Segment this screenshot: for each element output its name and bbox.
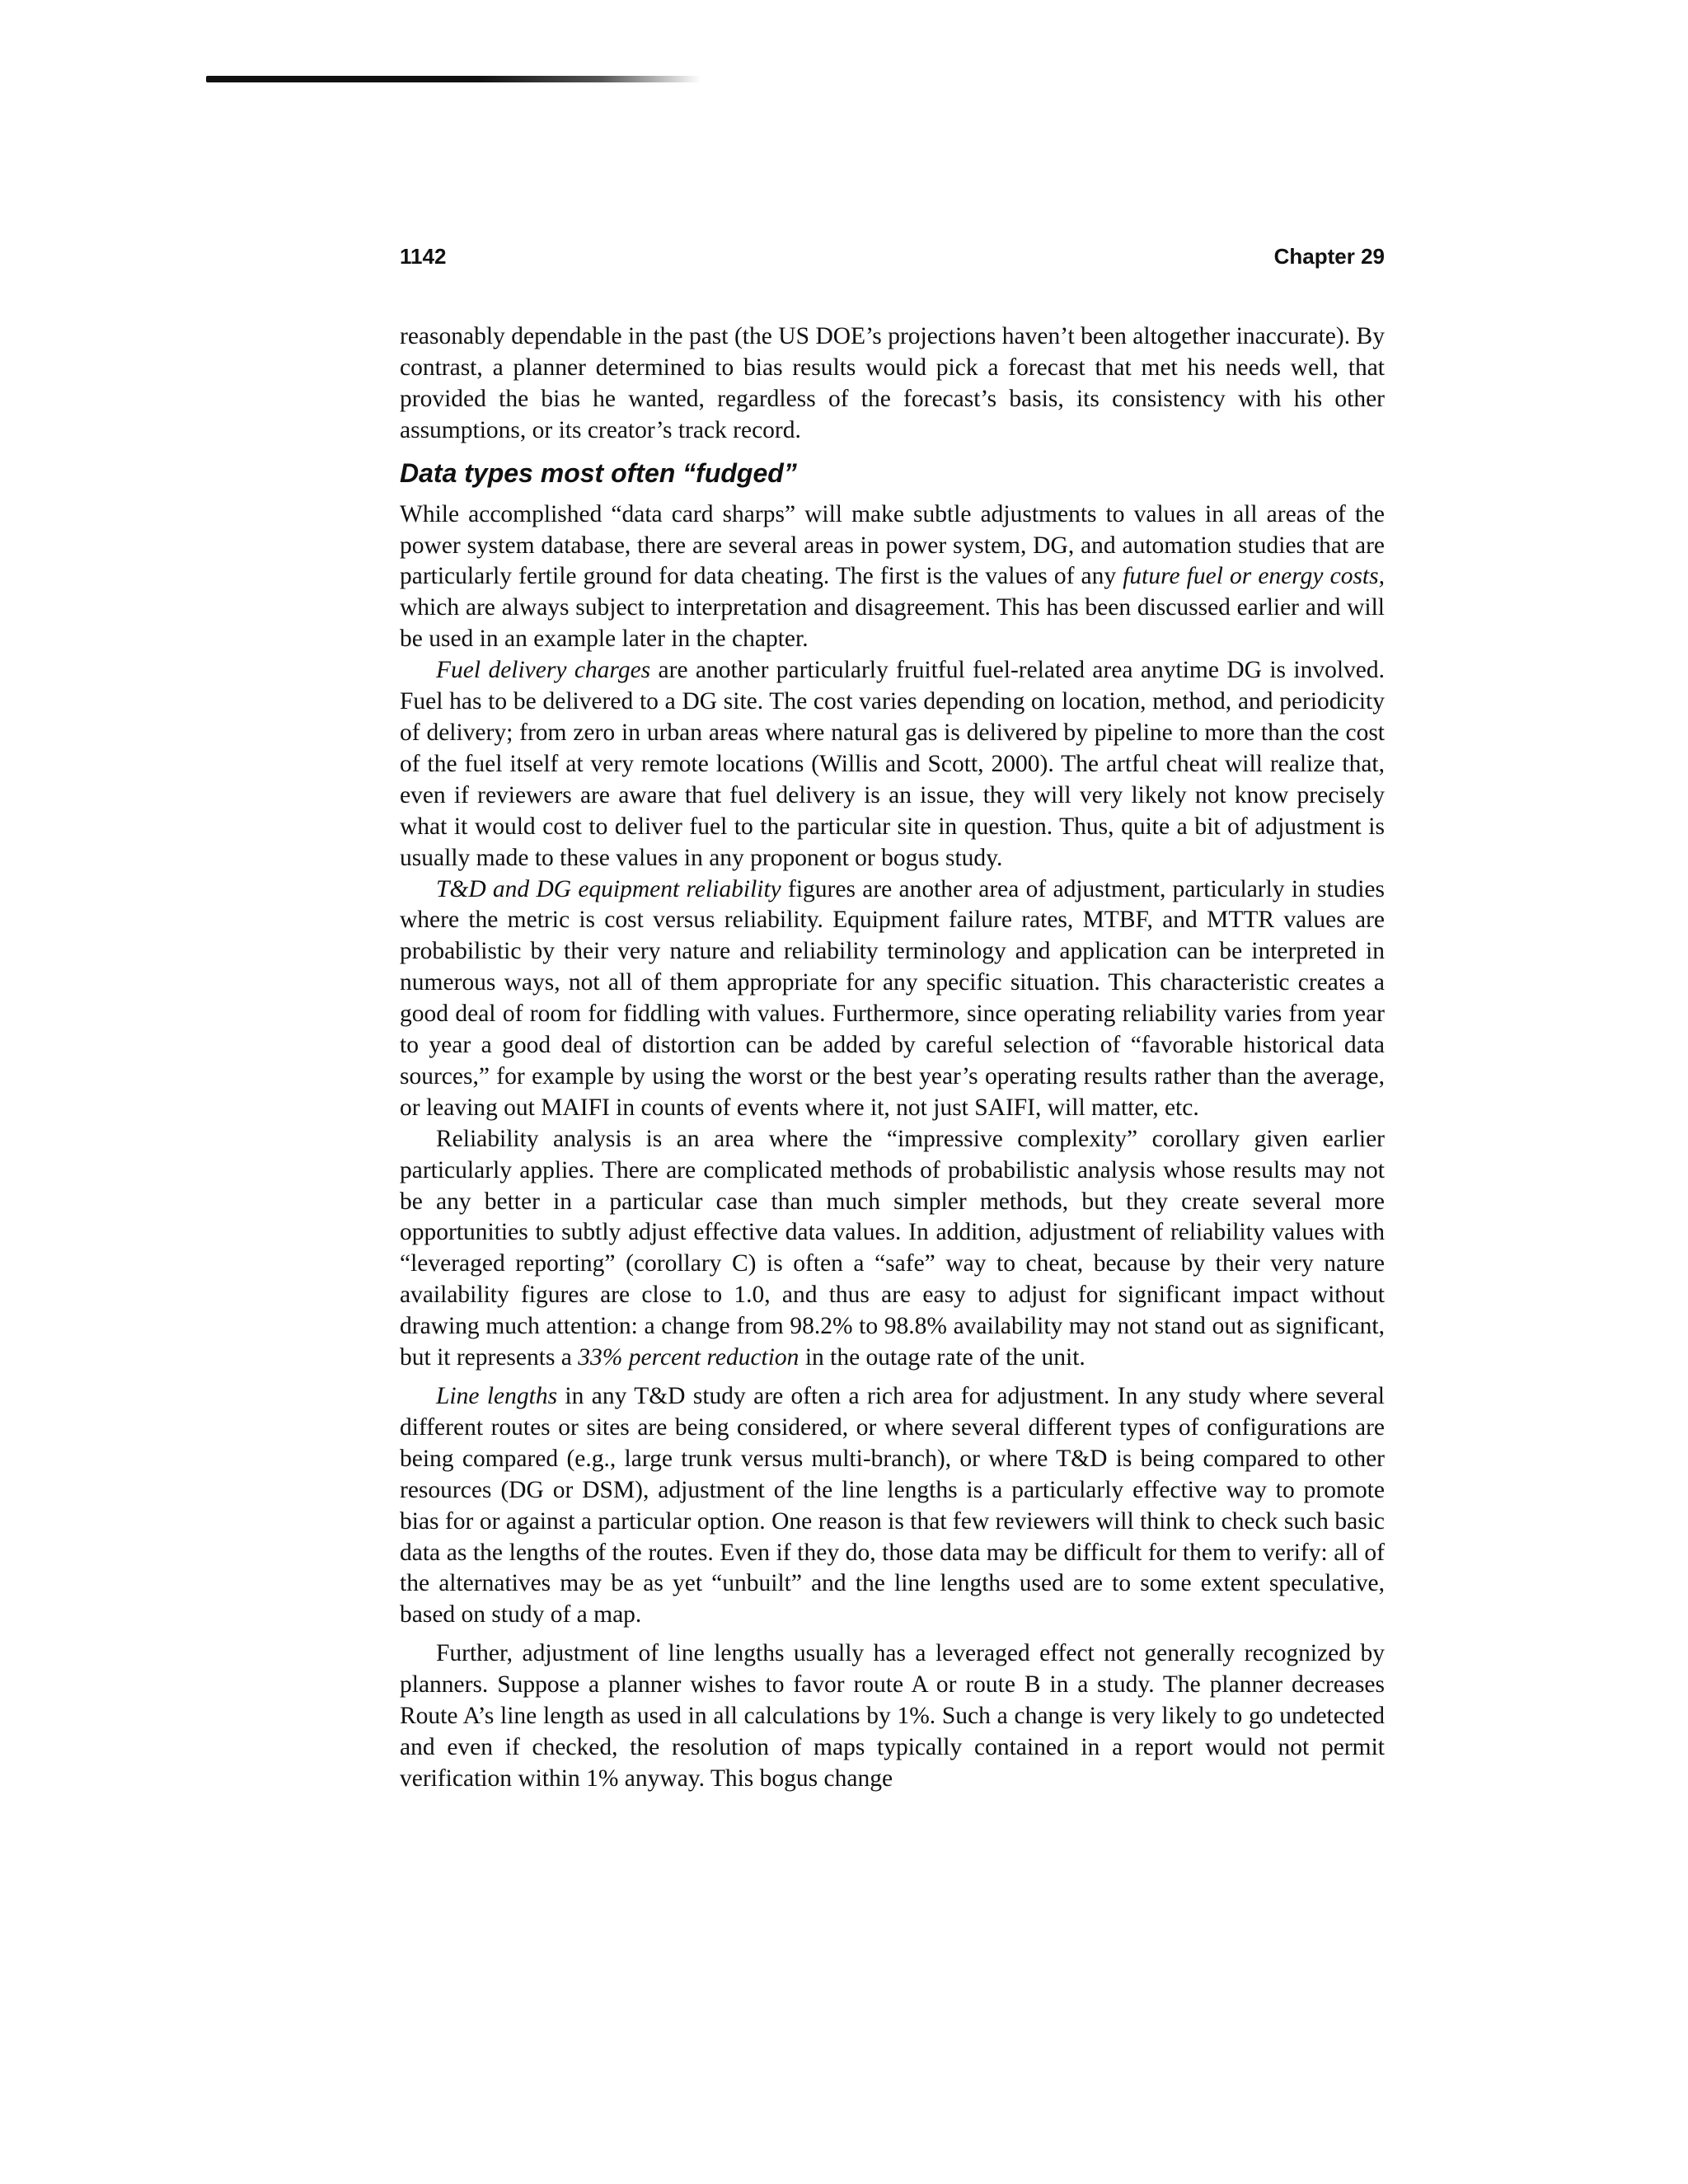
text-span: in any T&D study are often a rich area for adjustment. In any study where several different routes or sites are being considered, or where several different types of configurations are being compared (e.g., large trunk versus multi-branch), or where T&D is being compared to other resources (DG or DSM), adjustment of the line lengths is a particularly effective way to promote bias for or against a particular option. One reason is that few reviewers will think to check such basic data as the lengths of the routes. Even if they do, those data may be difficult for them to verify: all of the alternatives may be as yet “unbuilt” and the line lengths used are to some extent speculative, based on study of a map. <box>400 1383 1385 1629</box>
paragraph-equipment-reliability <box>400 874 1385 1124</box>
paragraph-gap <box>400 1631 1385 1638</box>
paragraph-reliability-analysis <box>400 1124 1385 1374</box>
paragraph-gap <box>400 1374 1385 1381</box>
chapter-title: Chapter 29 <box>1273 244 1385 269</box>
page-number: 1142 <box>400 244 447 269</box>
scan-artifact-bar <box>206 76 701 82</box>
emphasis-text: future fuel or energy costs, <box>1123 563 1385 590</box>
paragraph-continued: reasonably dependable in the past (the US DOE’s projections haven’t been altogether inaccurate). By contrast, a planner determined to bias results would pick a forecast that met his needs well, that provided the bias he wanted, regardless of the forecast’s basis, its consistency with his other assumptions, or its creator’s track record. <box>400 323 1385 443</box>
page-header <box>400 244 1385 277</box>
text-span: in the outage rate of the unit. <box>799 1344 1085 1371</box>
emphasis-text: 33% percent reduction <box>578 1344 799 1371</box>
text-span: which are always subject to interpretation and disagreement. This has been discussed earlier and will be used in an example later in the chapter. <box>400 594 1385 653</box>
text-span: While accomplished “data card sharps” will make subtle adjustments to values in all areas of the power system database, there are several areas in power system, DG, and automation studies that are particularly fertile ground for data cheating. The first is the values of any <box>400 500 1385 590</box>
emphasis-text: T&D and DG equipment reliability <box>436 875 781 902</box>
body-text <box>400 321 1385 1795</box>
text-span: are another particularly fruitful fuel-related area anytime DG is involved. Fuel has to be delivered to a DG site. The cost varies depending on location, method, and periodicity of delivery; from zero in urban areas where natural gas is delivered by pipeline to more than the cost of the fuel itself at very remote locations (Willis and Scott, 2000). The artful cheat will realize that, even if reviewers are aware that fuel delivery is an issue, they will very likely not know precisely what it would cost to deliver fuel to the particular site in question. Thus, quite a bit of adjustment is usually made to these values in any proponent or bogus study. <box>400 657 1385 871</box>
text-span: Reliability analysis is an area where the “impressive complexity” corollary given earlier particularly applies. There are complicated methods of probabilistic analysis whose results may not be any better in a particular case than much simpler methods, but they create several more opportunities to subtly adjust effective data values. In addition, adjustment of reliability values with “leveraged reporting” (corollary C) is often a “safe” way to cheat, because by their very nature availability figures are close to 1.0, and thus are easy to adjust for significant impact without drawing much attention: a change from 98.2% to 98.8% availability may not stand out as significant, but it represents a <box>400 1125 1385 1371</box>
section-heading: Data types most often “fudged” <box>400 457 797 488</box>
paragraph-fuel-costs <box>400 499 1385 656</box>
text-span: figures are another area of adjustment, particularly in studies where the metric is cost versus reliability. Equipment failure rates, MTBF, and MTTR values are probabilistic by their very nature and reliability terminology and application can be interpreted in numerous ways, not all of them appropriate for any specific situation. This characteristic creates a good deal of room for fiddling with values. Furthermore, since operating reliability varies from year to year a good deal of distortion can be added by careful selection of “favorable historical data sources,” for example by using the worst or the best year’s operating results rather than the average, or leaving out MAIFI in counts of events where it, not just SAIFI, will matter, etc. <box>400 875 1385 1121</box>
emphasis-text: Fuel delivery charges <box>436 657 651 684</box>
paragraph-line-lengths <box>400 1381 1385 1631</box>
paragraph-leveraged-effect: Further, adjustment of line lengths usually has a leveraged effect not generally recognized by planners. Suppose a planner wishes to favor route A or route B in a study. The planner decreases Route A’s line length as used in all calculations by 1%. Such a change is very likely to go undetected and even if checked, the resolution of maps typically contained in a report would not permit verification within 1% anyway. This bogus change <box>400 1640 1385 1792</box>
paragraph-fuel-delivery <box>400 655 1385 874</box>
emphasis-text: Line lengths <box>436 1383 558 1409</box>
